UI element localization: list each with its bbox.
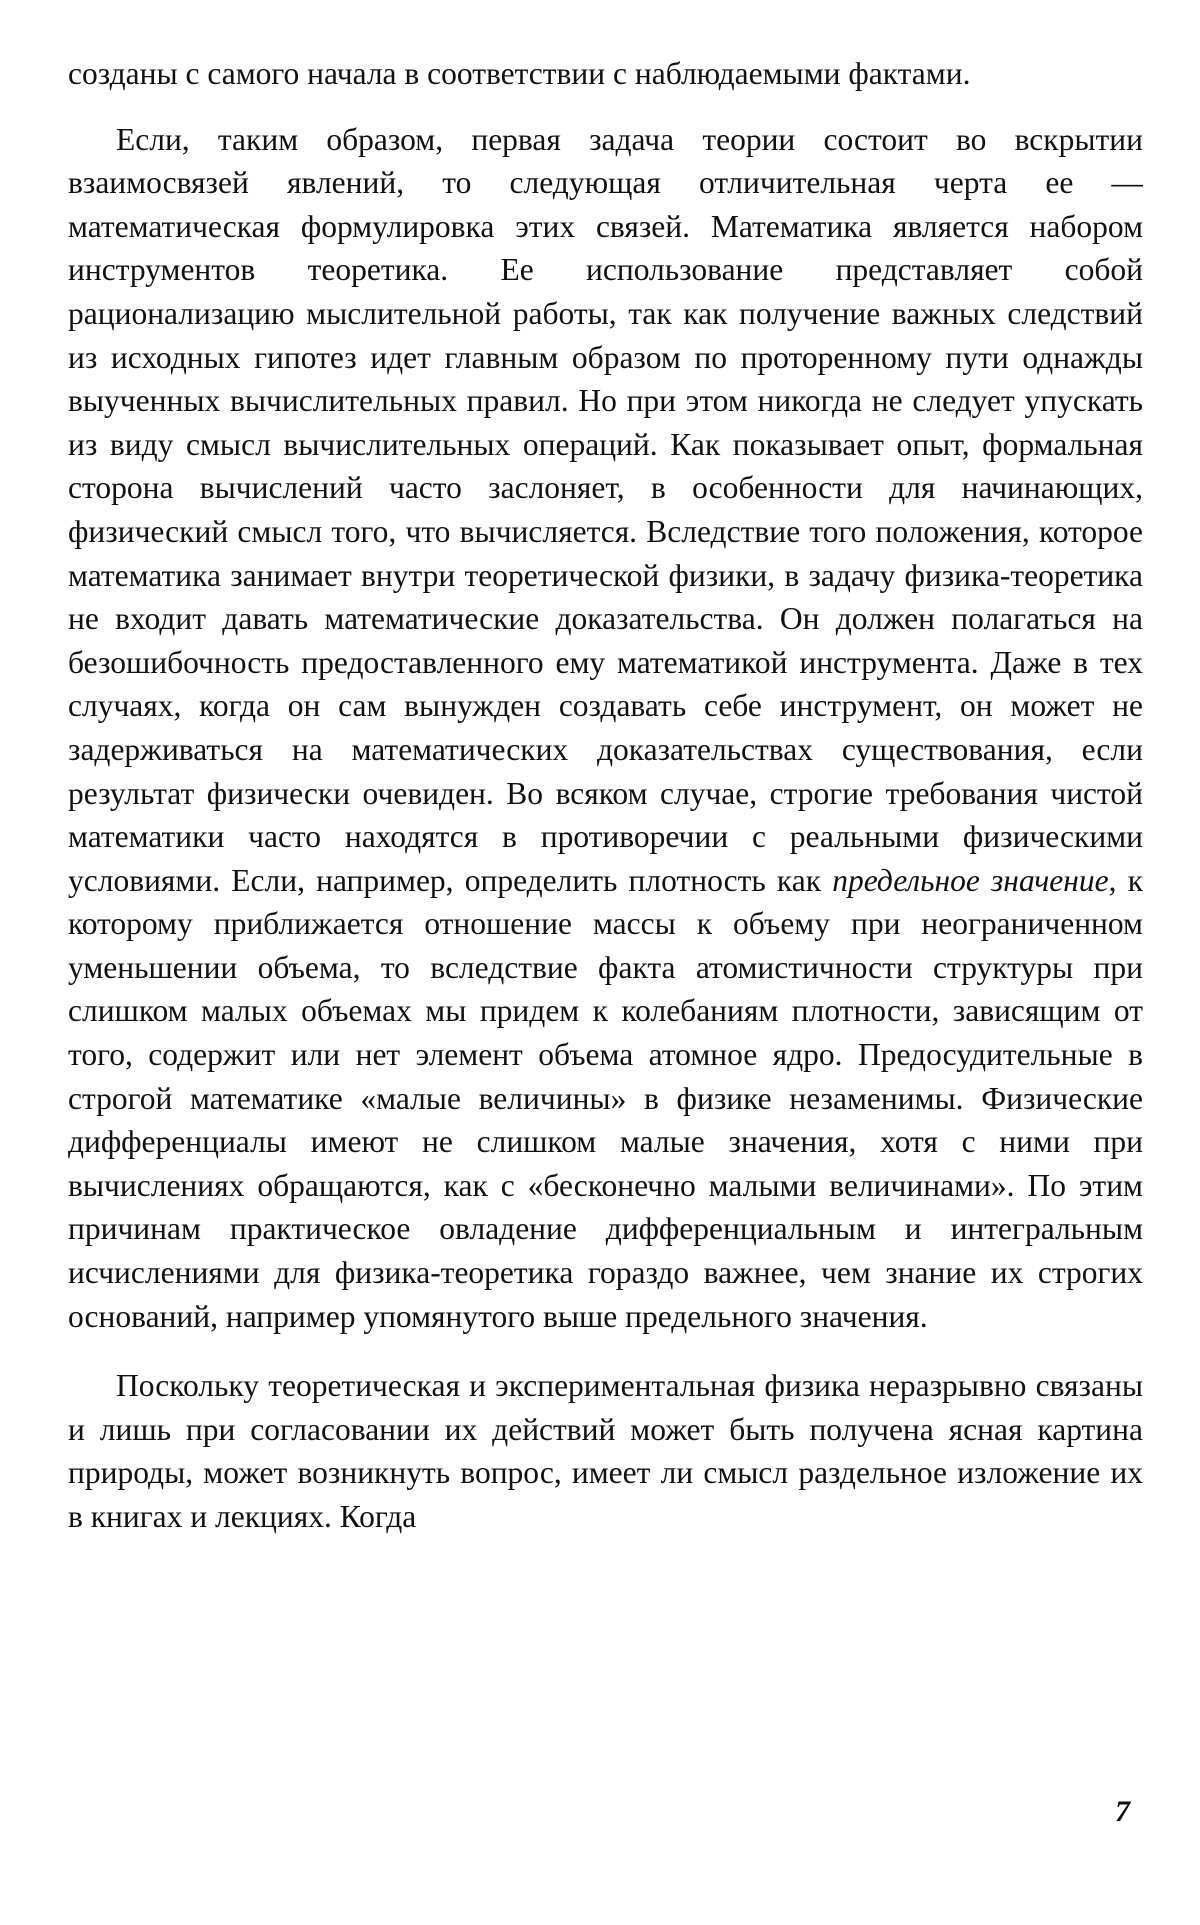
emphasized-term: предельное значение (832, 862, 1109, 898)
paragraph-gap (68, 1338, 1143, 1364)
document-page (68, 52, 1143, 1882)
paragraph-theory-experiment: Поскольку теоретическая и экспериментальная физика неразрывно связаны и лишь при согласовании их действий может быть получена ясная картина природы, может возникнуть вопрос, имеет ли смысл раздельное изложение их в книгах и лекциях. Когда (68, 1368, 1143, 1534)
page-number: 7 (1115, 1795, 1130, 1828)
paragraph-mathematics-role (68, 118, 1143, 1339)
paragraph-text: Если, таким образом, первая задача теории состоит во вскрытии взаимосвязей явлений, то следующая отличительная черта ее — математическая формулировка этих связей. Математика является набором инструментов теоретика. Ее использование представляет собой рационализацию мыслительной работы, так как получение важных следствий из исходных гипотез идет главным образом по проторенному пути однажды выученных вычислительных правил. Но при этом никогда не следует упускать из виду смысл вычислительных операций. Как показывает опыт, формальная сторона вычислений часто заслоняет, в особенности для начинающих, физический смысл того, что вычисляется. Вследствие того положения, которое математика занимает внутри теоретической физики, в задачу физика-теоретика не входит давать математические доказательства. Он должен полагаться на безошибочность предоставленного ему математикой инструмента. Даже в тех случаях, когда он сам вынужден создавать себе инструмент, он может не задерживаться на математических доказательствах существования, если результат физически очевиден. Во всяком случае, строгие требования чистой математики часто находятся в противоречии с реальными физическими условиями. Если, например, определить плотность как (68, 121, 1143, 898)
paragraph-continuation: созданы с самого начала в соответствии с наблюдаемыми фактами. (68, 56, 971, 91)
paragraph-gap (68, 96, 1143, 118)
paragraph-text-tail: , к которому приближается отношение массы к объему при неограниченном уменьшении объема, то вследствие факта атомистичности структуры при слишком малых объемах мы придем к колебаниям плотности, зависящим от того, содержит или нет элемент объема атомное ядро. Предосудительные в строгой математике «малые величины» в физике незаменимы. Физические дифференциалы имеют не слишком малые значения, хотя с ними при вычислениях обращаются, как с «бесконечно малыми величинами». По этим причинам практическое овладение дифференциальным и интегральным исчислениями для физика-теоретика гораздо важнее, чем знание их строгих оснований, например упомянутого выше предельного значения. (68, 862, 1143, 1334)
